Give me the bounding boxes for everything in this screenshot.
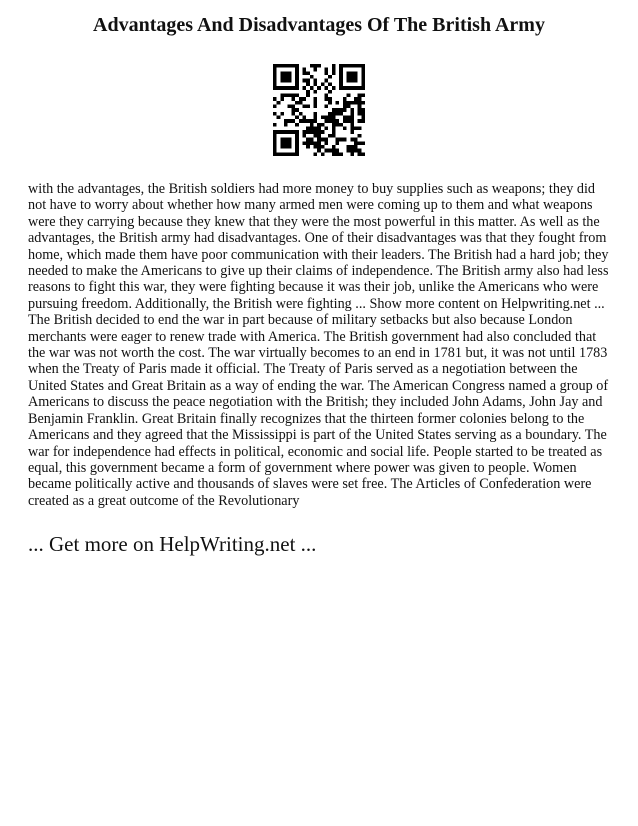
qr-code-graphic: [273, 64, 365, 156]
page-title: Advantages And Disadvantages Of The British Army: [93, 14, 545, 36]
get-more-link[interactable]: ... Get more on HelpWriting.net ...: [28, 532, 317, 556]
qr-code-icon: [273, 64, 365, 156]
body-paragraph: with the advantages, the British soldiers had more money to buy supplies such as weapons; they did not have to worry about whether how many armed men were coming up to them and what weapons were they carrying because they knew that they were the most powerful in this matter. As well as the advantages, the British army had disadvantages. One of their disadvantages was that they fought from home, which made them have poor communication with their leaders. The British had a hard job; they needed to make the Americans to give up their claims of independence. The British army also had less reasons to fight this war, they were fighting because it was their job, unlike the Americans who were pursuing freedom. Additionally, the British were fighting ... Show more content on Helpwriting.net ... The British decided to end the war in part because of military setbacks but also because London merchants were eager to renew trade with America. The British government had also concluded that the war was not worth the cost. The war virtually becomes to an end in 1781 but, it was not until 1783 when the Treaty of Paris made it official. The Treaty of Paris served as a negotiation between the United States and Great Britain as a way of ending the war. The American Congress named a group of Americans to discuss the peace negotiation with the British; they included John Adams, John Jay and Benjamin Franklin. Great Britain finally recognizes that the thirteen former colonies belong to the Americans and they agreed that the Mississippi is part of the United States serving as a boundary. The war for independence had effects in political, economic and social life. People started to be treated as equal, this government became a form of government where power was given to people. Women became politically active and thousands of slaves were set free. The Articles of Confederation were created as a great outcome of the Revolutionary: [28, 181, 609, 509]
